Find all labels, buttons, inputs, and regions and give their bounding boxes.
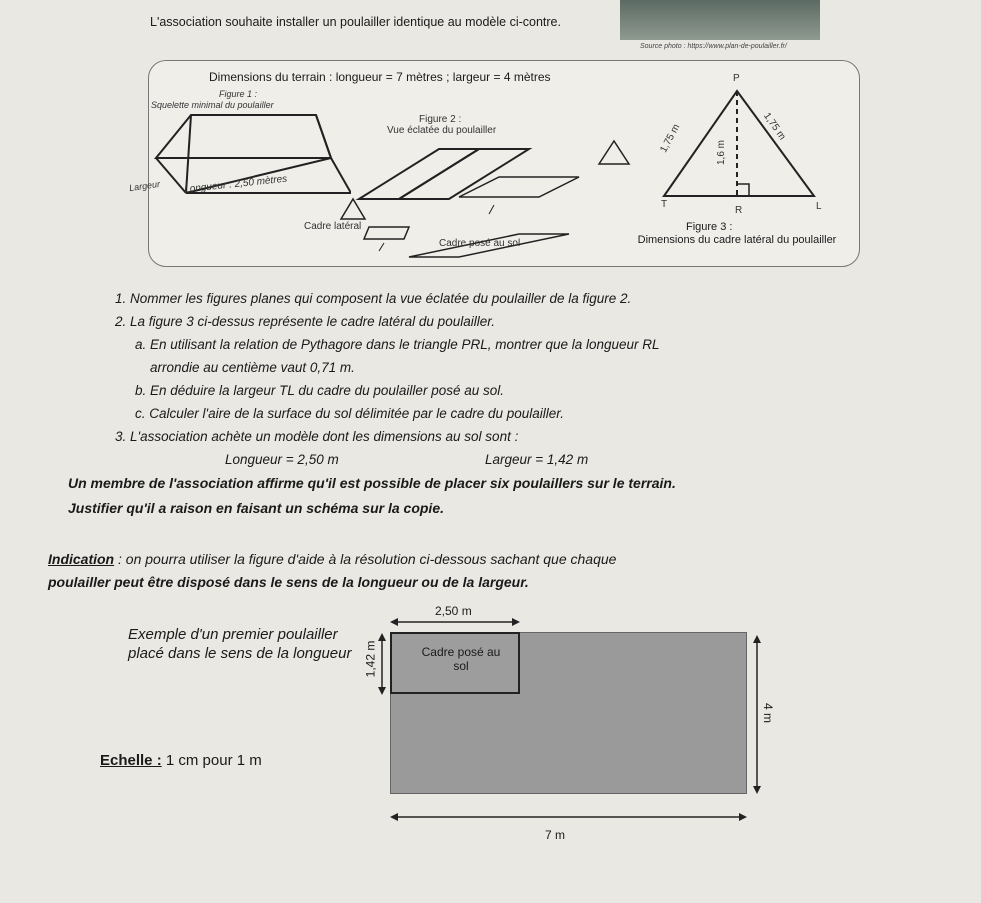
side-dim-label: 1,42 m: [363, 640, 378, 678]
cadre-sol-label: Cadre posé au sol: [439, 238, 521, 249]
question-1: 1. Nommer les figures planes qui composent la vue éclatée du poulailler de la figure 2.: [115, 291, 632, 306]
figure1-caption: Squelette minimal du poulailler: [151, 100, 274, 110]
figure3-caption: Dimensions du cadre latéral du poulailler: [637, 234, 837, 246]
scale-label: Echelle :: [100, 752, 162, 769]
question-2c: c. Calculer l'aire de la surface du sol délimitée par le cadre du poulailler.: [135, 406, 565, 421]
indication: [48, 548, 908, 594]
point-t: T: [661, 199, 668, 210]
point-r: R: [735, 205, 743, 216]
right-dim-label: 4 m: [761, 702, 776, 724]
figure1-longueur: Longueur : 2,50 mètres: [183, 173, 288, 196]
figure1-title: Figure 1 :: [219, 89, 258, 99]
question-3-claim: Un membre de l'association affirme qu'il est possible de placer six poulaillers sur le terrain.: [68, 475, 676, 491]
figure2-title: Figure 2 :: [419, 114, 462, 125]
figure2-caption: Vue éclatée du poulailler: [387, 125, 497, 136]
indication-text1: : on pourra utiliser la figure d'aide à la résolution ci-dessous sachant que chaque: [114, 551, 617, 567]
question-3: 3. L'association achète un modèle dont les dimensions au sol sont :: [115, 429, 519, 444]
side-tp-length: 1,75 m: [658, 122, 683, 155]
point-l: L: [816, 201, 822, 212]
figure1-skeleton: [151, 113, 351, 203]
indication-label: Indication: [48, 551, 115, 567]
dimension-arrows: [360, 605, 780, 835]
figure1-largeur: Largeur: [128, 178, 161, 194]
point-p: P: [733, 73, 740, 84]
top-dim-label: 2,50 m: [435, 604, 472, 618]
question-2a-line1: a. En utilisant la relation de Pythagore dans le triangle PRL, montrer que la longueur RL: [135, 337, 660, 352]
scale-text: [100, 752, 262, 769]
side-pl-length: 1,75 m: [761, 110, 788, 143]
scale-value: 1 cm pour 1 m: [161, 752, 262, 769]
chicken-coop-photo: [620, 0, 820, 40]
indication-text2: poulailler peut être disposé dans le sens de la longueur ou de la largeur.: [48, 574, 529, 590]
bottom-dim-label: 7 m: [545, 828, 566, 842]
question-2a-line2: arrondie au centième vaut 0,71 m.: [150, 360, 355, 375]
question-3-justify: Justifier qu'il a raison en faisant un schéma sur la copie.: [68, 500, 444, 516]
q3-largeur: Largeur = 1,42 m: [485, 452, 589, 467]
height-pr-length: 1,6 m: [716, 139, 728, 166]
photo-credit: Source photo : https://www.plan-de-poulailler.fr/: [640, 43, 787, 50]
questions: [115, 287, 875, 471]
example-text: Exemple d'un premier poulailler placé dans le sens de la longueur: [128, 626, 352, 662]
question-2: 2. La figure 3 ci-dessus représente le cadre latéral du poulailler.: [115, 314, 495, 329]
intro-text: L'association souhaite installer un poulailler identique au modèle ci-contre.: [150, 15, 561, 29]
terrain-dimensions: Dimensions du terrain : longueur = 7 mètres ; largeur = 4 mètres: [209, 70, 551, 84]
cadre-lateral-label: Cadre latéral: [304, 221, 362, 232]
figure3-title: Figure 3 :: [686, 221, 733, 233]
question-3-dims: [115, 448, 875, 471]
question-2b: b. En déduire la largeur TL du cadre du poulailler posé au sol.: [135, 383, 504, 398]
figures-panel: [128, 60, 860, 267]
figure3-triangle: [649, 71, 829, 211]
ground-frame-label: Cadre posé au sol: [421, 645, 501, 673]
q3-longueur: Longueur = 2,50 m: [225, 452, 339, 467]
